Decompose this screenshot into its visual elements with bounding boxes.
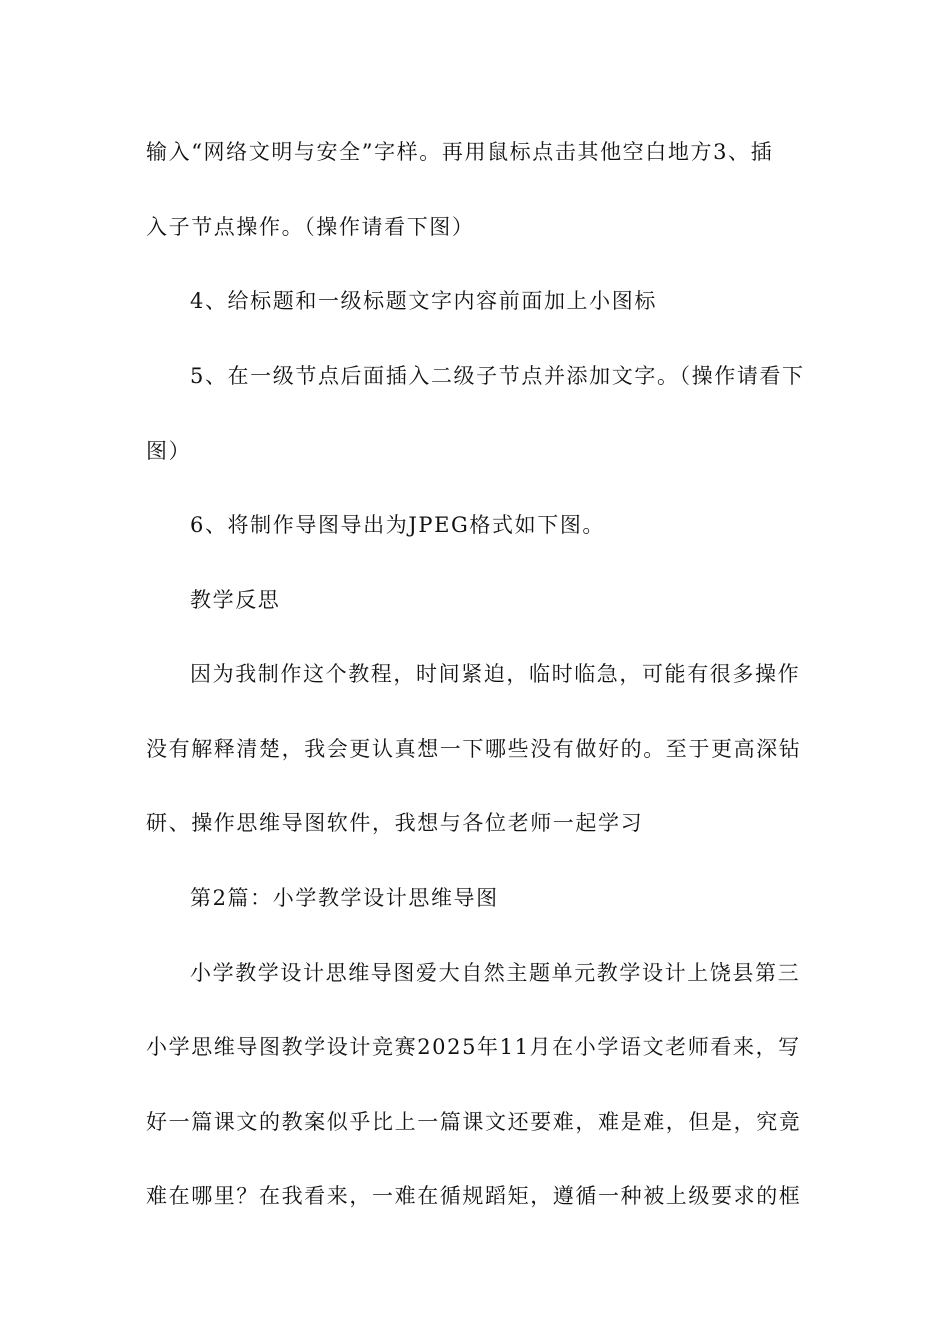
article2-title: 第2篇：小学教学设计思维导图	[190, 886, 499, 910]
step3-line-2: 入子节点操作。（操作请看下图）	[146, 215, 475, 239]
step6-line: 6、将制作导图导出为JPEG格式如下图。	[190, 513, 606, 537]
step4-line: 4、给标题和一级标题文字内容前面加上小图标	[190, 289, 657, 313]
reflection-line-1: 因为我制作这个教程，时间紧迫，临时临急，可能有很多操作	[190, 662, 801, 686]
reflection-line-2: 没有解释清楚，我会更认真想一下哪些没有做好的。至于更高深钻	[146, 737, 802, 761]
article2-line-2: 小学思维导图教学设计竞赛2025年11月在小学语文老师看来，写	[146, 1035, 801, 1059]
reflection-heading: 教学反思	[190, 588, 281, 612]
article2-line-1: 小学教学设计思维导图爱大自然主题单元教学设计上饶县第三	[190, 961, 801, 985]
article2-line-3: 好一篇课文的教案似乎比上一篇课文还要难，难是难，但是，究竟	[146, 1110, 802, 1134]
step3-line-1: 输入“网络文明与安全”字样。再用鼠标点击其他空白地方3、插	[146, 140, 774, 164]
article2-line-4: 难在哪里？在我看来，一难在循规蹈矩，遵循一种被上级要求的框	[146, 1184, 802, 1208]
reflection-line-3: 研、操作思维导图软件，我想与各位老师一起学习	[146, 811, 644, 835]
step5-line-1: 5、在一级节点后面插入二级子节点并添加文字。（操作请看下	[190, 364, 805, 388]
step5-line-2: 图）	[146, 439, 192, 463]
